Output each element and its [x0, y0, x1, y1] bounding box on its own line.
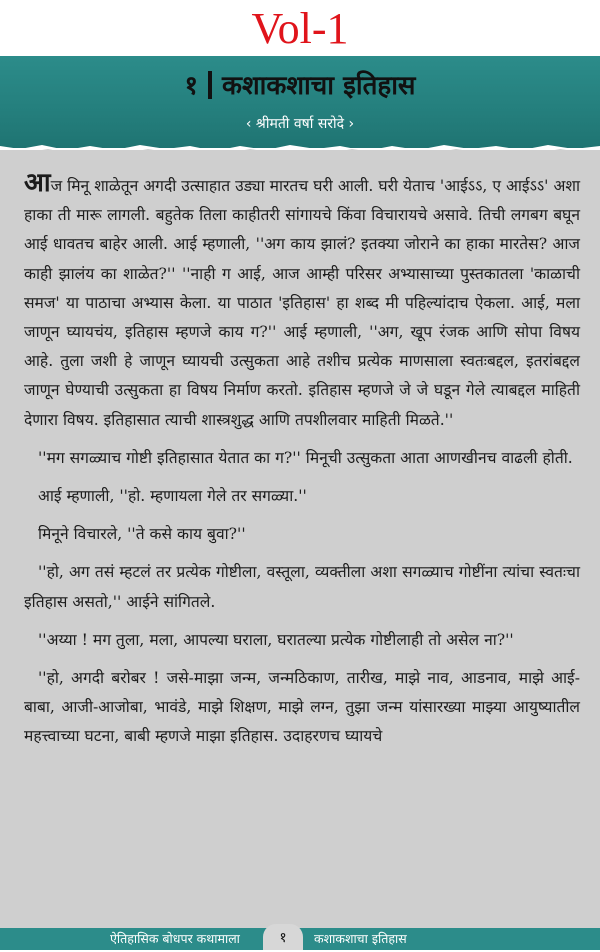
paragraph: ''अय्या ! मग तुला, मला, आपल्या घराला, घरातल्या प्रत्येक गोष्टीलाही तो असेल ना?'': [38, 630, 514, 649]
chapter-title-text: कशाकशाचा इतिहास: [222, 71, 416, 101]
paragraph: ''मग सगळ्याच गोष्टी इतिहासात येतात का ग?'' मिनूची उत्सुकता आता आणखीनच वाढली होती.: [38, 448, 573, 467]
dropcap-letter: आ: [24, 168, 51, 198]
chapter-number: १: [184, 71, 199, 101]
story-text: [24, 168, 580, 761]
author-name: ‹ श्रीमती वर्षा सरोदे ›: [245, 116, 355, 132]
footer-series-title: ऐतिहासिक बोधपर कथामाला: [110, 931, 240, 946]
page-number: १: [263, 924, 303, 950]
paragraph: मिनूने विचारले, ''ते कसे काय बुवा?'': [38, 525, 246, 544]
paragraph: ''हो, अगदी बरोबर ! जसे-माझा जन्म, जन्मठिकाण, तारीख, माझे नाव, आडनाव, माझे आई-बाबा, आजी-आजोबा, भावंडे, माझे शिक्षण, माझे लग्न, तुझा जन्म यांसारख्या माझ्या आयुष्यातील महत्त्वाच्या घटना, बाबी म्हणजे माझा इतिहास. उदाहरणच घ्यायचे: [24, 669, 580, 746]
paragraph: ''हो, अग तसं म्हटलं तर प्रत्येक गोष्टीला, वस्तूला, व्यक्तीला अशा सगळ्याच गोष्टींना त्यांचा स्वतःचा इतिहास असतो,'' आईने सांगितले.: [24, 563, 580, 611]
title-divider: [208, 71, 212, 99]
volume-label: Vol-1: [251, 4, 349, 53]
paragraph: आई म्हणाली, ''हो. म्हणायला गेले तर सगळ्या.'': [38, 487, 307, 506]
chapter-title: [0, 68, 600, 104]
paragraph: आज मिनू शाळेतून अगदी उत्साहात उड्या मारतच घरी आली. घरी येताच 'आईऽऽ, ए आईऽऽ' अशा हाका ती मारू लागली. बहुतेक तिला काहीतरी सांगायचे किंवा विचारायचे असावे. तिची लगबग बघून आई धावतच बाहेर आली. आई म्हणाली, ''अग काय झालं? इतक्या जोराने का हाका मारतेस? आज काही झालंय का शाळेत?'' ''नाही ग आई, आज आम्ही परिसर अभ्यासाच्या पुस्तकातला 'काळाची समज' या पाठाचा अभ्यास केला. या पाठात 'इतिहास' हा शब्द मी पहिल्यांदाच ऐकला. आई, मला जाणून घ्यायचंय, इतिहास म्हणजे काय ग?'' आई म्हणाली, ''अग, खूप रंजक आणि सोपा विषय आहे. तुला जशी हे जाणून घ्यायची उत्सुकता आहे तशीच प्रत्येक माणसाला स्वतःबद्दल, इतरांबद्दल जाणून घेण्याची उत्सुकता हा विषय निर्माण करतो. इतिहास म्हणजे जे जे घडून गेले त्याबद्दल माहिती देणारा विषय. इतिहासात त्याची शास्त्रशुद्ध आणि तपशीलवार माहिती मिळते.'': [24, 168, 580, 429]
footer-chapter-title: कशाकशाचा इतिहास: [314, 931, 407, 946]
